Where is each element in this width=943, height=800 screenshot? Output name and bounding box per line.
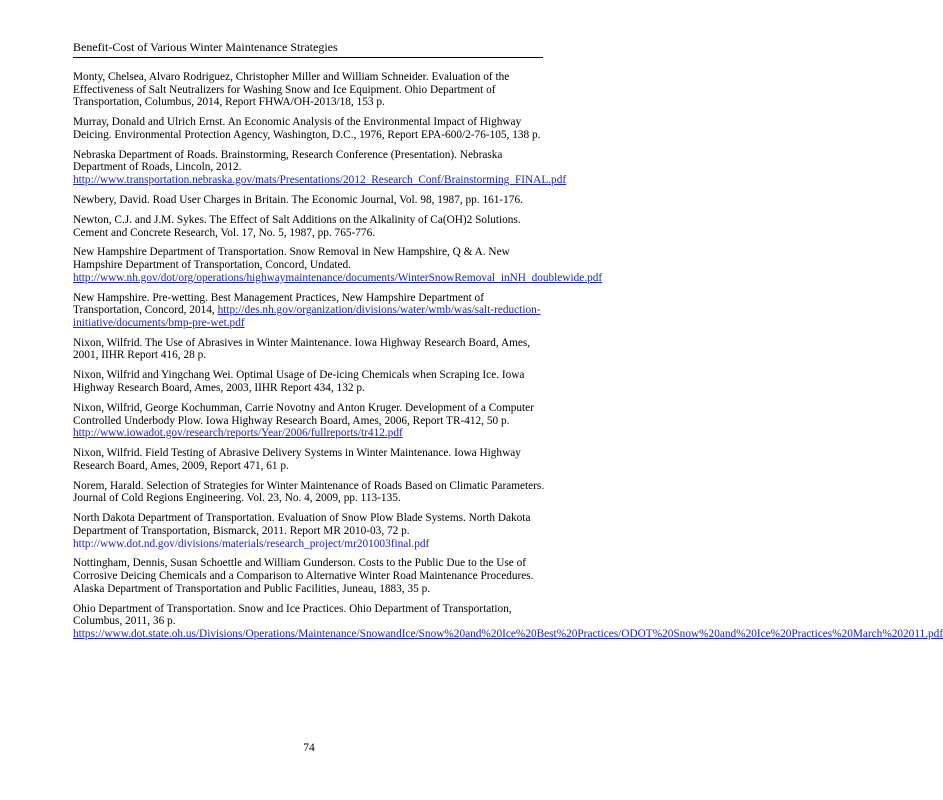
reference-item [73, 116, 548, 141]
reference-item [73, 337, 548, 362]
reference-item [73, 557, 548, 595]
reference-text: Newbery, David. Road User Charges in Britain. The Economic Journal, Vol. 98, 1987, pp. 161-176. [73, 193, 523, 206]
header-rule [73, 57, 543, 58]
reference-link[interactable]: http://www.transportation.nebraska.gov/mats/Presentations/2012_Research_Conf/Brainstorming_FINAL.pdf [73, 173, 567, 186]
reference-link[interactable]: http://www.iowadot.gov/research/reports/Year/2006/fullreports/tr412.pdf [73, 427, 403, 440]
reference-text: New Hampshire Department of Transportation. Snow Removal in New Hampshire, Q & A. New Hampshire Department of Transportation, Concord, Undated. [73, 246, 510, 272]
reference-item [73, 447, 548, 472]
reference-item [73, 369, 548, 394]
reference-text: Ohio Department of Transportation. Snow and Ice Practices. Ohio Department of Transportation, Columbus, 2011, 36 p. [73, 602, 512, 628]
reference-item [73, 512, 548, 550]
reference-link[interactable]: http://des.nh.gov/organization/divisions/water/wmb/was/salt-reduction-initiative/documents/bmp-pre-wet.pdf [73, 304, 541, 329]
reference-link[interactable]: http://www.nh.gov/dot/org/operations/highwaymaintenance/documents/WinterSnowRemoval_inNH_doublewide.pdf [73, 271, 603, 284]
reference-text: Nixon, Wilfrid, George Kochumman, Carrie Novotny and Anton Kruger. Development of a Computer Controlled Underbody Plow. Iowa Highway Research Board, Ames, 2006, Report TR-412, 50 p. [73, 401, 534, 427]
reference-text: Nebraska Department of Roads. Brainstorming, Research Conference (Presentation). Nebraska Department of Roads, Lincoln, 2012. [73, 148, 503, 174]
reference-text: Nixon, Wilfrid. Field Testing of Abrasive Delivery Systems in Winter Maintenance. Iowa Highway Research Board, Ames, 2009, Report 471, 61 p. [73, 447, 521, 472]
reference-item [73, 148, 567, 187]
reference-text: Nottingham, Dennis, Susan Schoettle and William Gunderson. Costs to the Public Due to the Use of Corrosive Deicing Chemicals and a Comparison to Alternative Winter Road Maintenance Procedures. Alaska Department of Transportation and Public Facilities, Juneau, 1883, 35 p. [73, 557, 534, 595]
running-header: Benefit-Cost of Various Winter Maintenance Strategies [73, 40, 338, 54]
reference-text: Norem, Harald. Selection of Strategies for Winter Maintenance of Roads Based on Climatic Parameters. Journal of Cold Regions Engineering. Vol. 23, No. 4, 2009, pp. 113-135. [73, 479, 545, 505]
page-number: 74 [303, 742, 315, 754]
reference-item [73, 480, 548, 505]
reference-item [73, 214, 548, 239]
reference-text: Nixon, Wilfrid and Yingchang Wei. Optimal Usage of De-icing Chemicals when Scraping Ice. Iowa Highway Research Board, Ames, 2003, IIHR Report 434, 132 p. [73, 369, 525, 394]
reference-text: Monty, Chelsea, Alvaro Rodriguez, Christopher Miller and William Schneider. Evaluation of the Effectiveness of Salt Neutralizers for Washing Snow and Ice Equipment. Ohio Department of Transportation, Columbus, 2014, Report FHWA/OH-2013/18, 153 p. [73, 71, 510, 109]
reference-item [73, 602, 943, 641]
reference-text: North Dakota Department of Transportation. Evaluation of Snow Plow Blade Systems. North Dakota Department of Transportation, Bismarck, 2011. Report MR 2010-03, 72 p. [73, 512, 531, 537]
reference-text: Nixon, Wilfrid. The Use of Abrasives in Winter Maintenance. Iowa Highway Research Board, Ames, 2001, IIHR Report 416, 28 p. [73, 336, 531, 362]
reference-link[interactable]: http://www.dot.nd.gov/divisions/materials/research_project/mr201003final.pdf [73, 537, 430, 550]
reference-item [73, 292, 548, 330]
reference-item [73, 402, 548, 440]
reference-text: Murray, Donald and Ulrich Ernst. An Economic Analysis of the Environmental Impact of Highway Deicing. Environmental Protection Agency, Washington, D.C., 1976, Report EPA-600/2-76-105, 138 p. [73, 116, 541, 141]
reference-text: New Hampshire. Pre-wetting. Best Management Practices, New Hampshire Department of Transportation, Concord, 2014, [73, 291, 484, 317]
reference-item [73, 194, 548, 207]
reference-item [73, 246, 603, 284]
reference-item [73, 71, 548, 109]
reference-link[interactable]: https://www.dot.state.oh.us/Divisions/Operations/Maintenance/SnowandIce/Snow%20and%20Ice%20Best%20Practices/ODOT%20Snow%20and%20Ice%20Practices%20March%202011.pdf [73, 627, 943, 640]
reference-text: Newton, C.J. and J.M. Sykes. The Effect of Salt Additions on the Alkalinity of Ca(OH)2 Solutions. Cement and Concrete Research, Vol. 17, No. 5, 1987, pp. 765-776. [73, 213, 521, 239]
reference-list [73, 71, 943, 648]
